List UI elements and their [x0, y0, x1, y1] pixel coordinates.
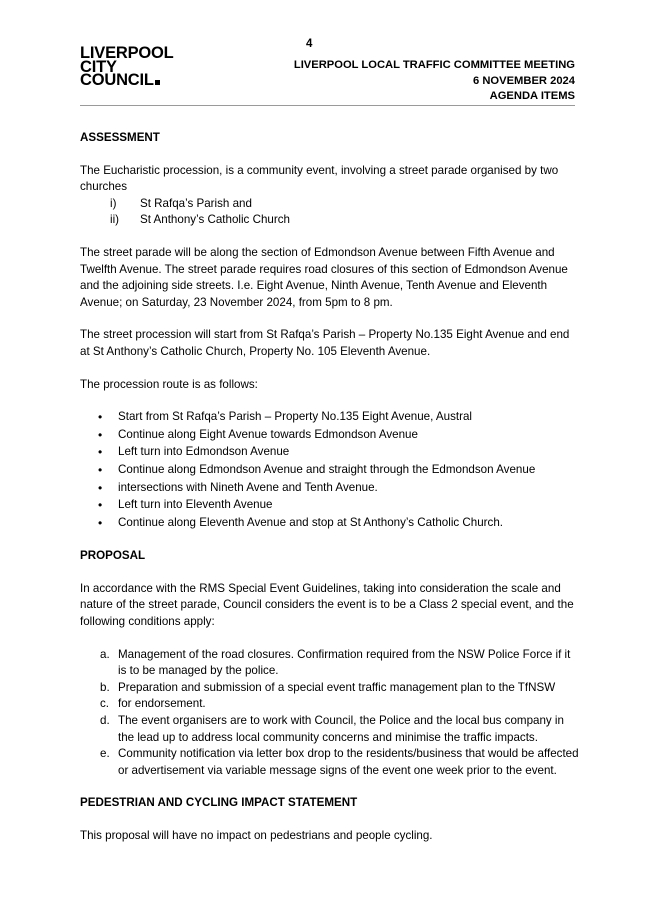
list-item: • Left turn into Edmondson Avenue [98, 445, 290, 460]
logo-line-1: LIVERPOOL [80, 44, 174, 62]
list-item: ii) St Anthony’s Catholic Church [110, 213, 290, 227]
logo-line-2: CITY [80, 57, 117, 76]
list-item: i) St Rafqa’s Parish and [110, 196, 252, 210]
meeting-title: LIVERPOOL LOCAL TRAFFIC COMMITTEE MEETING [293, 59, 575, 71]
logo-line-3: COUNCIL [80, 71, 154, 89]
church-list [80, 196, 580, 229]
impact-heading: PEDESTRIAN AND CYCLING IMPACT STATEMENT [80, 796, 358, 810]
procession-start-paragraph: The street procession will start from St Rafqa’s Parish – Property No.135 Eight Avenue and end at St Anthony’s Catholic Church, Property No. 105 Eleventh Avenue. [80, 328, 570, 358]
meeting-date: 6 NOVEMBER 2024 [473, 74, 575, 87]
list-item: e. Community notification via letter box drop to the residents/business that would be affected or advertisement via variable message signs of the event one week prior to the event. [100, 747, 579, 777]
list-item: • Left turn into Eleventh Avenue [98, 498, 273, 513]
proposal-intro: In accordance with the RMS Special Event Guidelines, taking into consideration the scale and nature of the street parade, Council considers the event is to be a Class 2 special event, and the following conditions apply: [80, 581, 574, 629]
list-item: • Continue along Eight Avenue towards Edmondson Avenue [98, 427, 418, 442]
list-item: c. for endorsement. [100, 697, 206, 711]
proposal-heading: PROPOSAL [80, 549, 146, 563]
parade-section-paragraph: The street parade will be along the section of Edmondson Avenue between Fifth Avenue and Twelfth Avenue. The street parade requires road closures of this section of Edmondson Avenue and the adjoining side streets. I.e. Eight Avenue, Ninth Avenue, Tenth Avenue and Eleventh Avenue; on Saturday, 23 November 2024, from 5pm to 8 pm. [80, 245, 568, 309]
assessment-intro: The Eucharistic procession, is a community event, involving a street parade organised by two churches [80, 163, 559, 194]
route-list [80, 409, 580, 531]
list-item: • intersections with Nineth Avene and Tenth Avenue. [98, 480, 378, 495]
council-logo [80, 44, 174, 89]
list-item: d. The event organisers are to work with Council, the Police and the local bus company in the lead up to address local community concerns and minimise the traffic impacts. [100, 714, 564, 744]
header-divider [80, 105, 575, 106]
logo-dot [155, 80, 160, 85]
list-item: • Start from St Rafqa’s Parish – Property No.135 Eight Avenue, Austral [98, 410, 473, 425]
impact-statement: This proposal will have no impact on pedestrians and people cycling. [80, 829, 433, 842]
list-item: • Continue along Eleventh Avenue and stop at St Anthony’s Catholic Church. [98, 515, 504, 530]
route-intro: The procession route is as follows: [80, 377, 258, 391]
list-item: • Continue along Edmondson Avenue and straight through the Edmondson Avenue [98, 462, 536, 477]
document-body [80, 130, 580, 845]
list-item: b. Preparation and submission of a special event traffic management plan to the TfNSW [100, 680, 556, 694]
meeting-header [294, 58, 575, 105]
assessment-heading: ASSESSMENT [80, 131, 160, 144]
list-item: a. Management of the road closures. Confirmation required from the NSW Police Force if it is to be managed by the police. [100, 647, 571, 678]
section-label: AGENDA ITEMS [489, 90, 575, 102]
conditions-list [80, 647, 580, 780]
page-number: 4 [306, 38, 313, 50]
